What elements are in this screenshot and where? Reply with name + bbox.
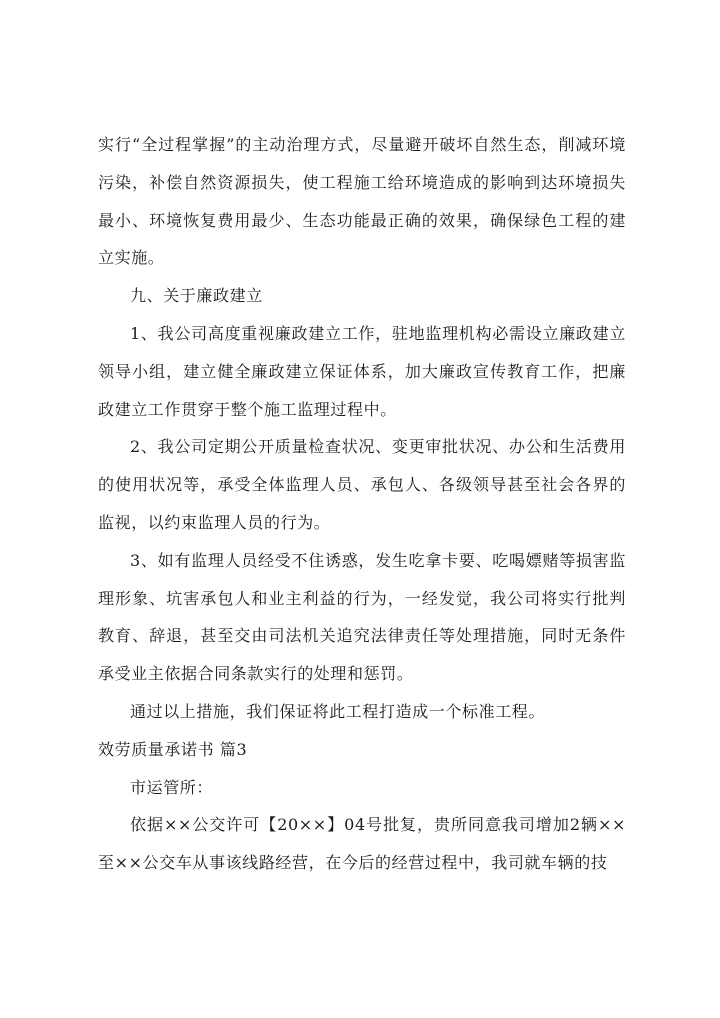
paragraph-integrity-item-2: 2、我公司定期公开质量检查状况、变更审批状况、办公和生活费用的使用状况等，承受全体监理人员、承包人、各级领导甚至社会各界的监视，以约束监理人员的行为。 — [98, 437, 626, 532]
salutation: 市运管所： — [130, 777, 214, 797]
paragraph-environment-continuation: 实行“全过程掌握”的主动治理方式，尽量避开破坏自然生态，削减环境污染，补偿自然资源损失，使工程施工给环境造成的影响到达环境损失最小、环境恢复费用最少、生态功能最正确的效果，确保绿色工程的建立实施。 — [98, 135, 626, 268]
document-body — [98, 126, 626, 882]
article-title: 效劳质量承诺书 篇3 — [98, 739, 248, 759]
paragraph-approval: 依据××公交许可【20××】04号批复，贵所同意我司增加2辆××至××公交车从事该线路经营，在今后的经营过程中，我司就车辆的技 — [98, 815, 626, 873]
paragraph-integrity-item-3: 3、如有监理人员经受不住诱惑，发生吃拿卡要、吃喝嫖赌等损害监理形象、坑害承包人和业主利益的行为，一经发觉，我公司将实行批判教育、辞退，甚至交由司法机关追究法律责任等处理措施，同时无条件承受业主依据合同条款实行的处理和惩罚。 — [98, 550, 626, 684]
paragraph-integrity-item-1: 1、我公司高度重视廉政建立工作，驻地监理机构必需设立廉政建立领导小组，建立健全廉政建立保证体系，加大廉政宣传教育工作，把廉政建立工作贯穿于整个施工监理过程中。 — [98, 323, 626, 419]
section-heading-integrity: 九、关于廉政建立 — [130, 286, 263, 306]
paragraph-conclusion: 通过以上措施，我们保证将此工程打造成一个标准工程。 — [130, 701, 546, 721]
